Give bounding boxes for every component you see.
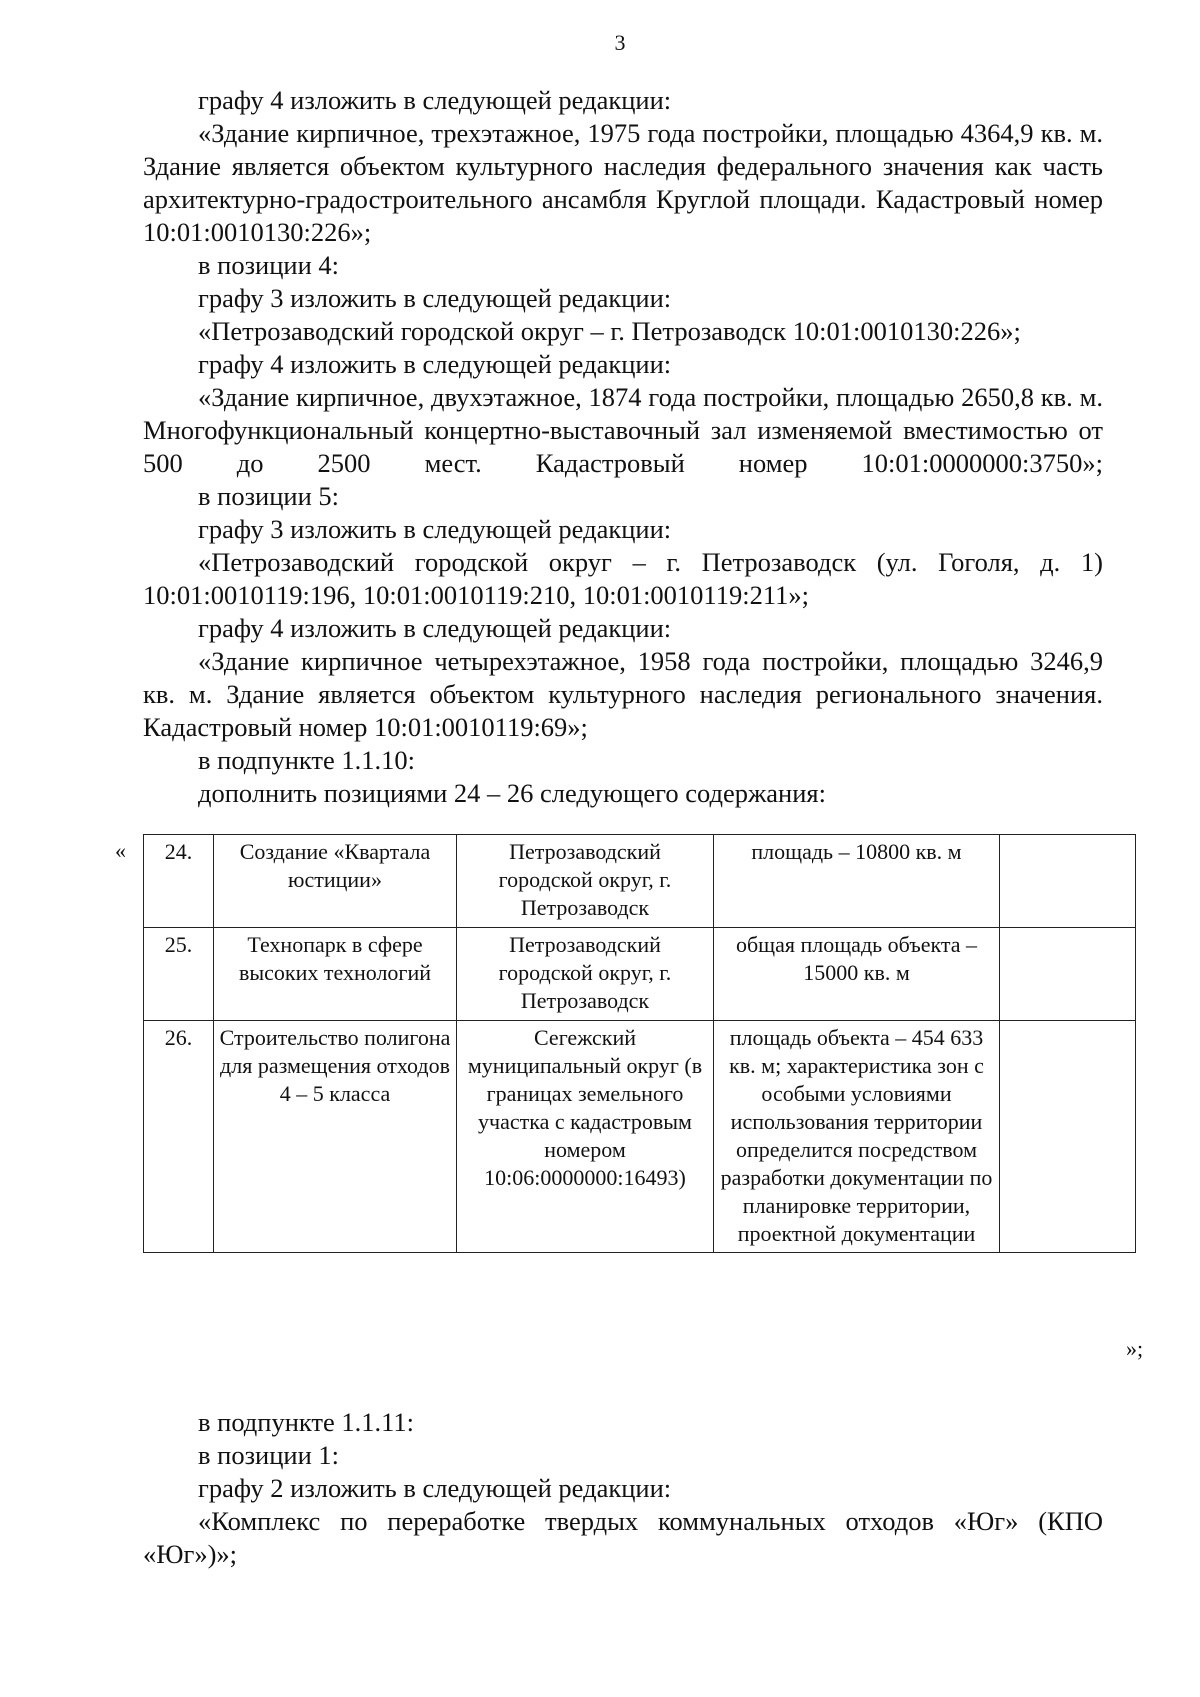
paragraph: «Петрозаводский городской округ – г. Петрозаводск (ул. Гоголя, д. 1) 10:01:0010119:196, 10:01:0010119:210, 10:01:0010119:211»; <box>143 547 1103 610</box>
paragraph: «Комплекс по переработке твердых коммунальных отходов «Юг» (КПО «Юг»)»; <box>143 1506 1103 1569</box>
cell-location: Петрозаводский городской округ, г. Петрозаводск <box>457 928 714 1021</box>
paragraph: в позиции 1: <box>198 1440 340 1470</box>
cell-number: 24. <box>144 835 214 928</box>
cell-name: Создание «Квартала юстиции» <box>214 835 457 928</box>
positions-table <box>143 834 1136 1253</box>
cell-params: площадь – 10800 кв. м <box>714 835 1000 928</box>
paragraph: графу 3 изложить в следующей редакции: <box>198 283 672 313</box>
cell-note <box>1000 835 1136 928</box>
paragraph: графу 3 изложить в следующей редакции: <box>198 514 672 544</box>
paragraph: «Здание кирпичное, двухэтажное, 1874 года постройки, площадью 2650,8 кв. м. Многофункциональный концертно-выставочный зал изменяемой вместимостью от 500 до 2500 мест. Кадастровый номер 10:01:0000000:3750»; <box>143 382 1103 478</box>
paragraph: «Здание кирпичное четырехэтажное, 1958 года постройки, площадью 3246,9 кв. м. Здание является объектом культурного наследия регионального значения. Кадастровый номер 10:01:0010119:69»; <box>143 646 1103 742</box>
table-open-quote: « <box>115 838 126 863</box>
paragraph: графу 2 изложить в следующей редакции: <box>198 1473 672 1503</box>
cell-number: 26. <box>144 1021 214 1253</box>
paragraph: дополнить позициями 24 – 26 следующего содержания: <box>198 778 826 808</box>
table-close-quote: »; <box>1126 1336 1144 1361</box>
cell-name: Строительство полигона для размещения отходов 4 – 5 класса <box>214 1021 457 1253</box>
cell-note <box>1000 1021 1136 1253</box>
paragraph: графу 4 изложить в следующей редакции: <box>198 613 672 643</box>
paragraph: графу 4 изложить в следующей редакции: <box>198 349 672 379</box>
page-number: 3 <box>614 30 626 55</box>
table-row <box>144 1021 1136 1253</box>
paragraph: «Петрозаводский городской округ – г. Петрозаводск 10:01:0010130:226»; <box>198 316 1021 346</box>
paragraph: в позиции 5: <box>198 481 340 511</box>
body-text-top <box>143 84 1103 810</box>
table-row <box>144 928 1136 1021</box>
cell-name: Технопарк в сфере высоких технологий <box>214 928 457 1021</box>
cell-params: общая площадь объекта – 15000 кв. м <box>714 928 1000 1021</box>
paragraph: в подпункте 1.1.11: <box>198 1407 415 1437</box>
cell-params: площадь объекта – 454 633 кв. м; характеристика зон с особыми условиями использования территории определится посредством разработки документации по планировке территории, проектной документации <box>714 1021 1000 1253</box>
cell-note <box>1000 928 1136 1021</box>
paragraph: в подпункте 1.1.10: <box>198 745 416 775</box>
cell-number: 25. <box>144 928 214 1021</box>
paragraph: графу 4 изложить в следующей редакции: <box>198 85 672 115</box>
positions-table-container <box>143 834 1135 1253</box>
cell-location: Петрозаводский городской округ, г. Петрозаводск <box>457 835 714 928</box>
paragraph: «Здание кирпичное, трехэтажное, 1975 года постройки, площадью 4364,9 кв. м. Здание является объектом культурного наследия федерального значения как часть архитектурно-градостроительного ансамбля Круглой площади. Кадастровый номер 10:01:0010130:226»; <box>143 118 1103 247</box>
table-row <box>144 835 1136 928</box>
paragraph: в позиции 4: <box>198 250 340 280</box>
body-text-bottom <box>143 1406 1103 1571</box>
cell-location: Сегежский муниципальный округ (в границах земельного участка с кадастровым номером 10:06:0000000:16493) <box>457 1021 714 1253</box>
